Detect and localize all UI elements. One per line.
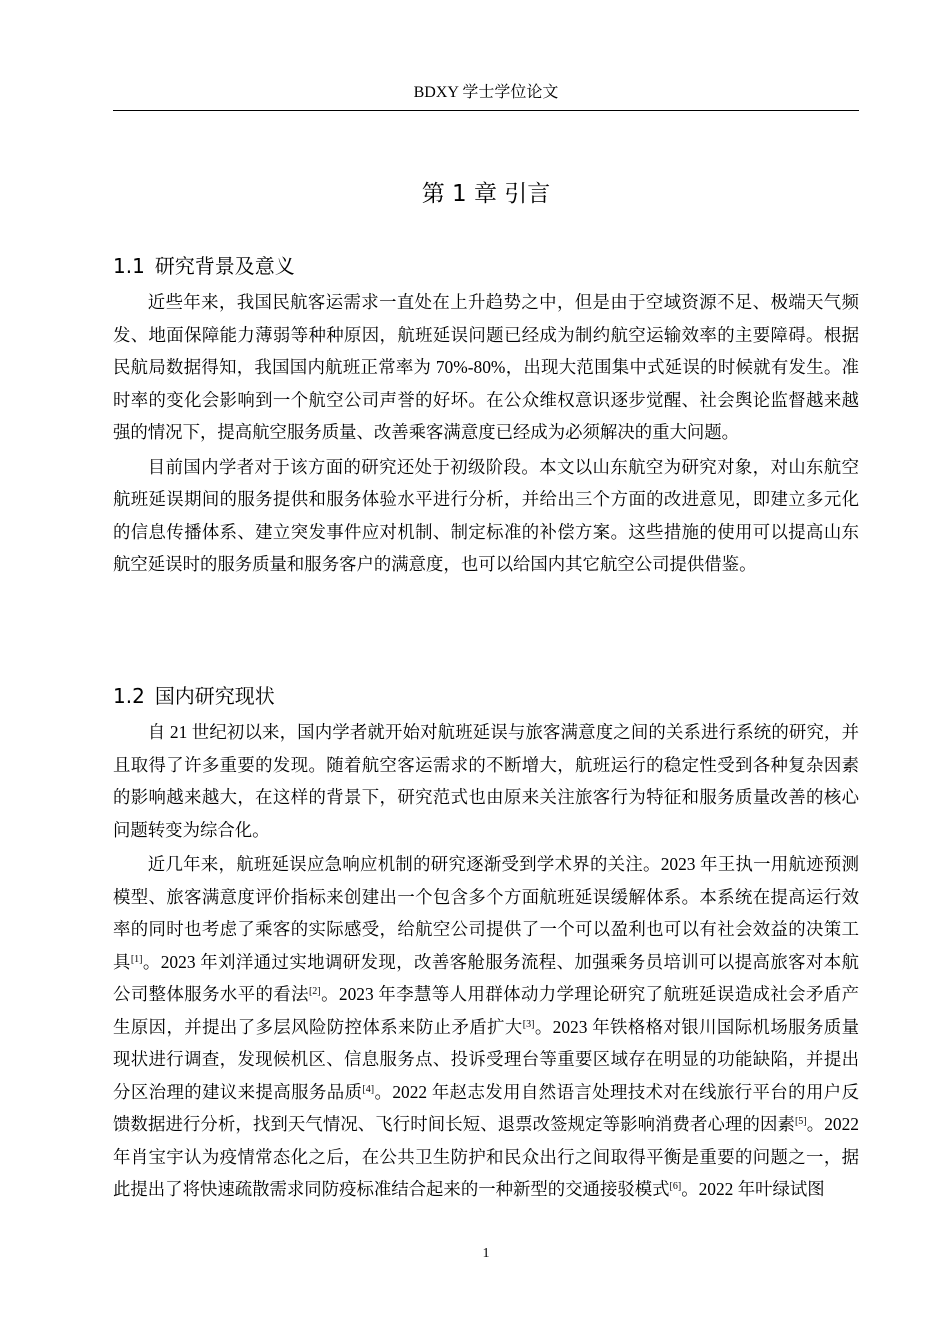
section-number: 1.1 <box>113 254 145 278</box>
paragraph: 自 21 世纪初以来，国内学者就开始对航班延误与旅客满意度之间的关系进行系统的研究，并且取得了许多重要的发现。随着航空客运需求的不断增大，航班运行的稳定性受到各种复杂因素的影响越来越大，在这样的背景下，研究范式也由原来关注旅客行为特征和服务质量改善的核心问题转变为综合化。 <box>113 722 859 840</box>
text-segment: 。2023 年铁格格对银川国际机场服务质量现状进行调查，发现候机区、信息服务点、投诉受理台等重要区域存在明显的功能缺陷，并提出分区治理的建议来提高服务品质 <box>113 1016 859 1102</box>
text-segment: 。2022 年叶绿试图 <box>681 1179 825 1199</box>
section-heading <box>113 252 859 280</box>
text-segment: 。2023 年刘洋通过实地调研发现，改善客舱服务流程、加强乘务员培训可以提高旅客对本航公司整体服务水平的看法 <box>113 951 859 1004</box>
citation-6[interactable]: [6] <box>669 1181 682 1192</box>
page-number: 1 <box>482 1246 490 1261</box>
paragraph <box>113 848 859 1206</box>
section-heading <box>113 682 859 710</box>
chapter-title: 第 1 章 引言 <box>421 181 551 207</box>
text-segment: 。2022 年赵志发用自然语言处理技术对在线旅行平台的用户反馈数据进行分析，找到天气情况、飞行时间长短、退票改签规定等影响消费者心理的因素 <box>113 1081 859 1134</box>
section-1-1 <box>113 252 859 581</box>
text-segment: 。2023 年李慧等人用群体动力学理论研究了航班延误造成社会矛盾产生原因，并提出了多层风险防控体系来防止矛盾扩大 <box>113 984 859 1037</box>
citation-3[interactable]: [3] <box>522 1018 535 1030</box>
citation-4[interactable]: [4] <box>362 1083 375 1095</box>
citation-1[interactable]: [1] <box>130 953 143 965</box>
section-number: 1.2 <box>113 684 145 708</box>
paragraph: 近些年来，我国民航客运需求一直处在上升趋势之中，但是由于空域资源不足、极端天气频发、地面保障能力薄弱等种种原因，航班延误问题已经成为制约航空运输效率的主要障碍。根据民航局数据得知，我国国内航班正常率为 70%-80%，出现大范围集中式延误的时候就有发生。准时率的变化会影响到一个航空公司声誉的好坏。在公众维权意识逐步觉醒、社会舆论监督越来越强的情况下，提高航空服务质量、改善乘客满意度已经成为必须解决的重大问题。 <box>113 292 859 442</box>
page-header: BDXY 学士学位论文 <box>413 84 559 101</box>
paragraph: 目前国内学者对于该方面的研究还处于初级阶段。本文以山东航空为研究对象，对山东航空航班延误期间的服务提供和服务体验水平进行分析，并给出三个方面的改进意见，即建立多元化的信息传播体系、建立突发事件应对机制、制定标准的补偿方案。这些措施的使用可以提高山东航空延误时的服务质量和服务客户的满意度，也可以给国内其它航空公司提供借鉴。 <box>113 456 859 574</box>
section-title: 国内研究现状 <box>154 684 275 708</box>
text-segment: 近几年来，航班延误应急响应机制的研究逐渐受到学术界的关注。2023 年王执一用航迹预测模型、旅客满意度评价指标来创建出一个包含多个方面航班延误缓解体系。本系统在提高运行效率的同时也考虑了乘客的实际感受，给航空公司提供了一个可以盈利也可以有社会效益的决策工具 <box>113 854 859 972</box>
section-title: 研究背景及意义 <box>154 254 295 278</box>
citation-2[interactable]: [2] <box>308 986 321 997</box>
citation-5[interactable]: [5] <box>794 1116 807 1127</box>
text-segment: 。2022 年肖宝宇认为疫情常态化之后，在公共卫生防护和民众出行之间取得平衡是重要的问题之一，据此提出了将快速疏散需求同防疫标准结合起来的一种新型的交通接驳模式 <box>113 1114 859 1199</box>
header-rule <box>113 110 859 111</box>
section-1-2 <box>113 682 859 1206</box>
